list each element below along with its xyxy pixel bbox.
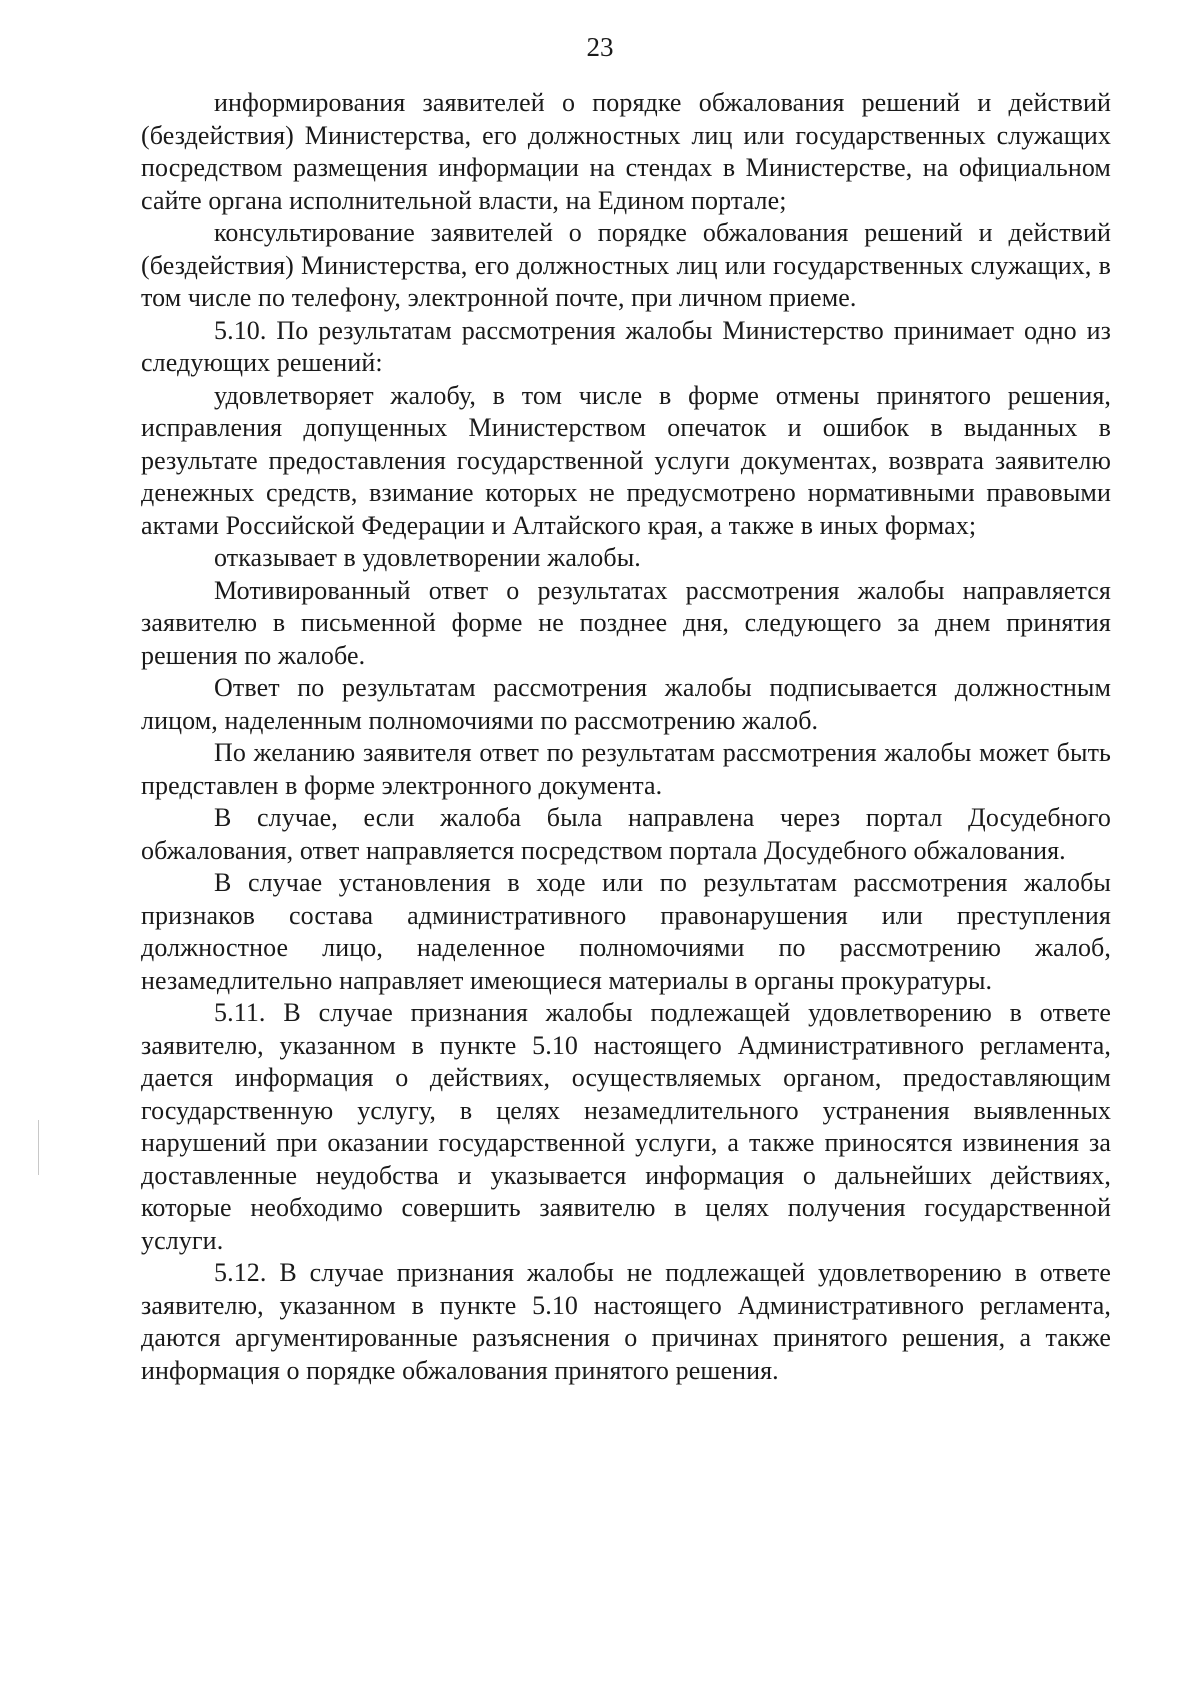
paragraph-electronic-document: По желанию заявителя ответ по результатам рассмотрения жалобы может быть представлен в форме электронного документа. — [141, 738, 1111, 800]
paragraph-answer-signed: Ответ по результатам рассмотрения жалобы подписывается должностным лицом, наделенным полномочиями по рассмотрению жалоб. — [141, 673, 1111, 735]
paragraph-informing: информирования заявителей о порядке обжалования решений и действий (бездействия) Министерства, его должностных лиц или государственных служащих посредством размещения информации на стендах в Министерстве, на официальном сайте органа исполнительной власти, на Едином портале; — [141, 88, 1111, 215]
page-number: 23 — [586, 32, 614, 62]
paragraph-5-12: 5.12. В случае признания жалобы не подлежащей удовлетворению в ответе заявителю, указанном в пункте 5.10 настоящего Административного регламента, даются аргументированные разъяснения о причинах принятого решения, а также информация о порядке обжалования принятого решения. — [141, 1258, 1111, 1385]
scan-edge-mark — [38, 1120, 39, 1175]
paragraph-consulting: консультирование заявителей о порядке обжалования решений и действий (бездействия) Министерства, его должностных лиц или государственных служащих, в том числе по телефону, электронной почте, при личном приеме. — [141, 218, 1111, 312]
paragraph-5-10: 5.10. По результатам рассмотрения жалобы Министерство принимает одно из следующих решений: — [141, 315, 1111, 377]
document-body — [141, 87, 1111, 1387]
paragraph-refuses-complaint: отказывает в удовлетворении жалобы. — [214, 543, 641, 572]
paragraph-5-11: 5.11. В случае признания жалобы подлежащей удовлетворению в ответе заявителю, указанном в пункте 5.10 настоящего Административного регламента, дается информация о действиях, осуществляемых органом, предоставляющим государственную услугу, в целях незамедлительного устранения выявленных нарушений при оказании государственной услуги, а также приносятся извинения за доставленные неудобства и указывается информация о дальнейших действиях, которые необходимо совершить заявителю в целях получения государственной услуги. — [141, 998, 1111, 1255]
paragraph-prosecution: В случае установления в ходе или по результатам рассмотрения жалобы признаков состава административного правонарушения или преступления должностное лицо, наделенное полномочиями по рассмотрению жалоб, незамедлительно направляет имеющиеся материалы в органы прокуратуры. — [141, 868, 1111, 995]
paragraph-satisfies-complaint: удовлетворяет жалобу, в том числе в форме отмены принятого решения, исправления допущенных Министерством опечаток и ошибок в выданных в результате предоставления государственной услуги документах, возврата заявителю денежных средств, взимание которых не предусмотрено нормативными правовыми актами Российской Федерации и Алтайского края, а также в иных формах; — [141, 380, 1111, 540]
paragraph-pretrial-portal: В случае, если жалоба была направлена через портал Досудебного обжалования, ответ направляется посредством портала Досудебного обжалования. — [141, 803, 1111, 865]
paragraph-motivated-answer: Мотивированный ответ о результатах рассмотрения жалобы направляется заявителю в письменной форме не позднее дня, следующего за днем принятия решения по жалобе. — [141, 575, 1111, 670]
